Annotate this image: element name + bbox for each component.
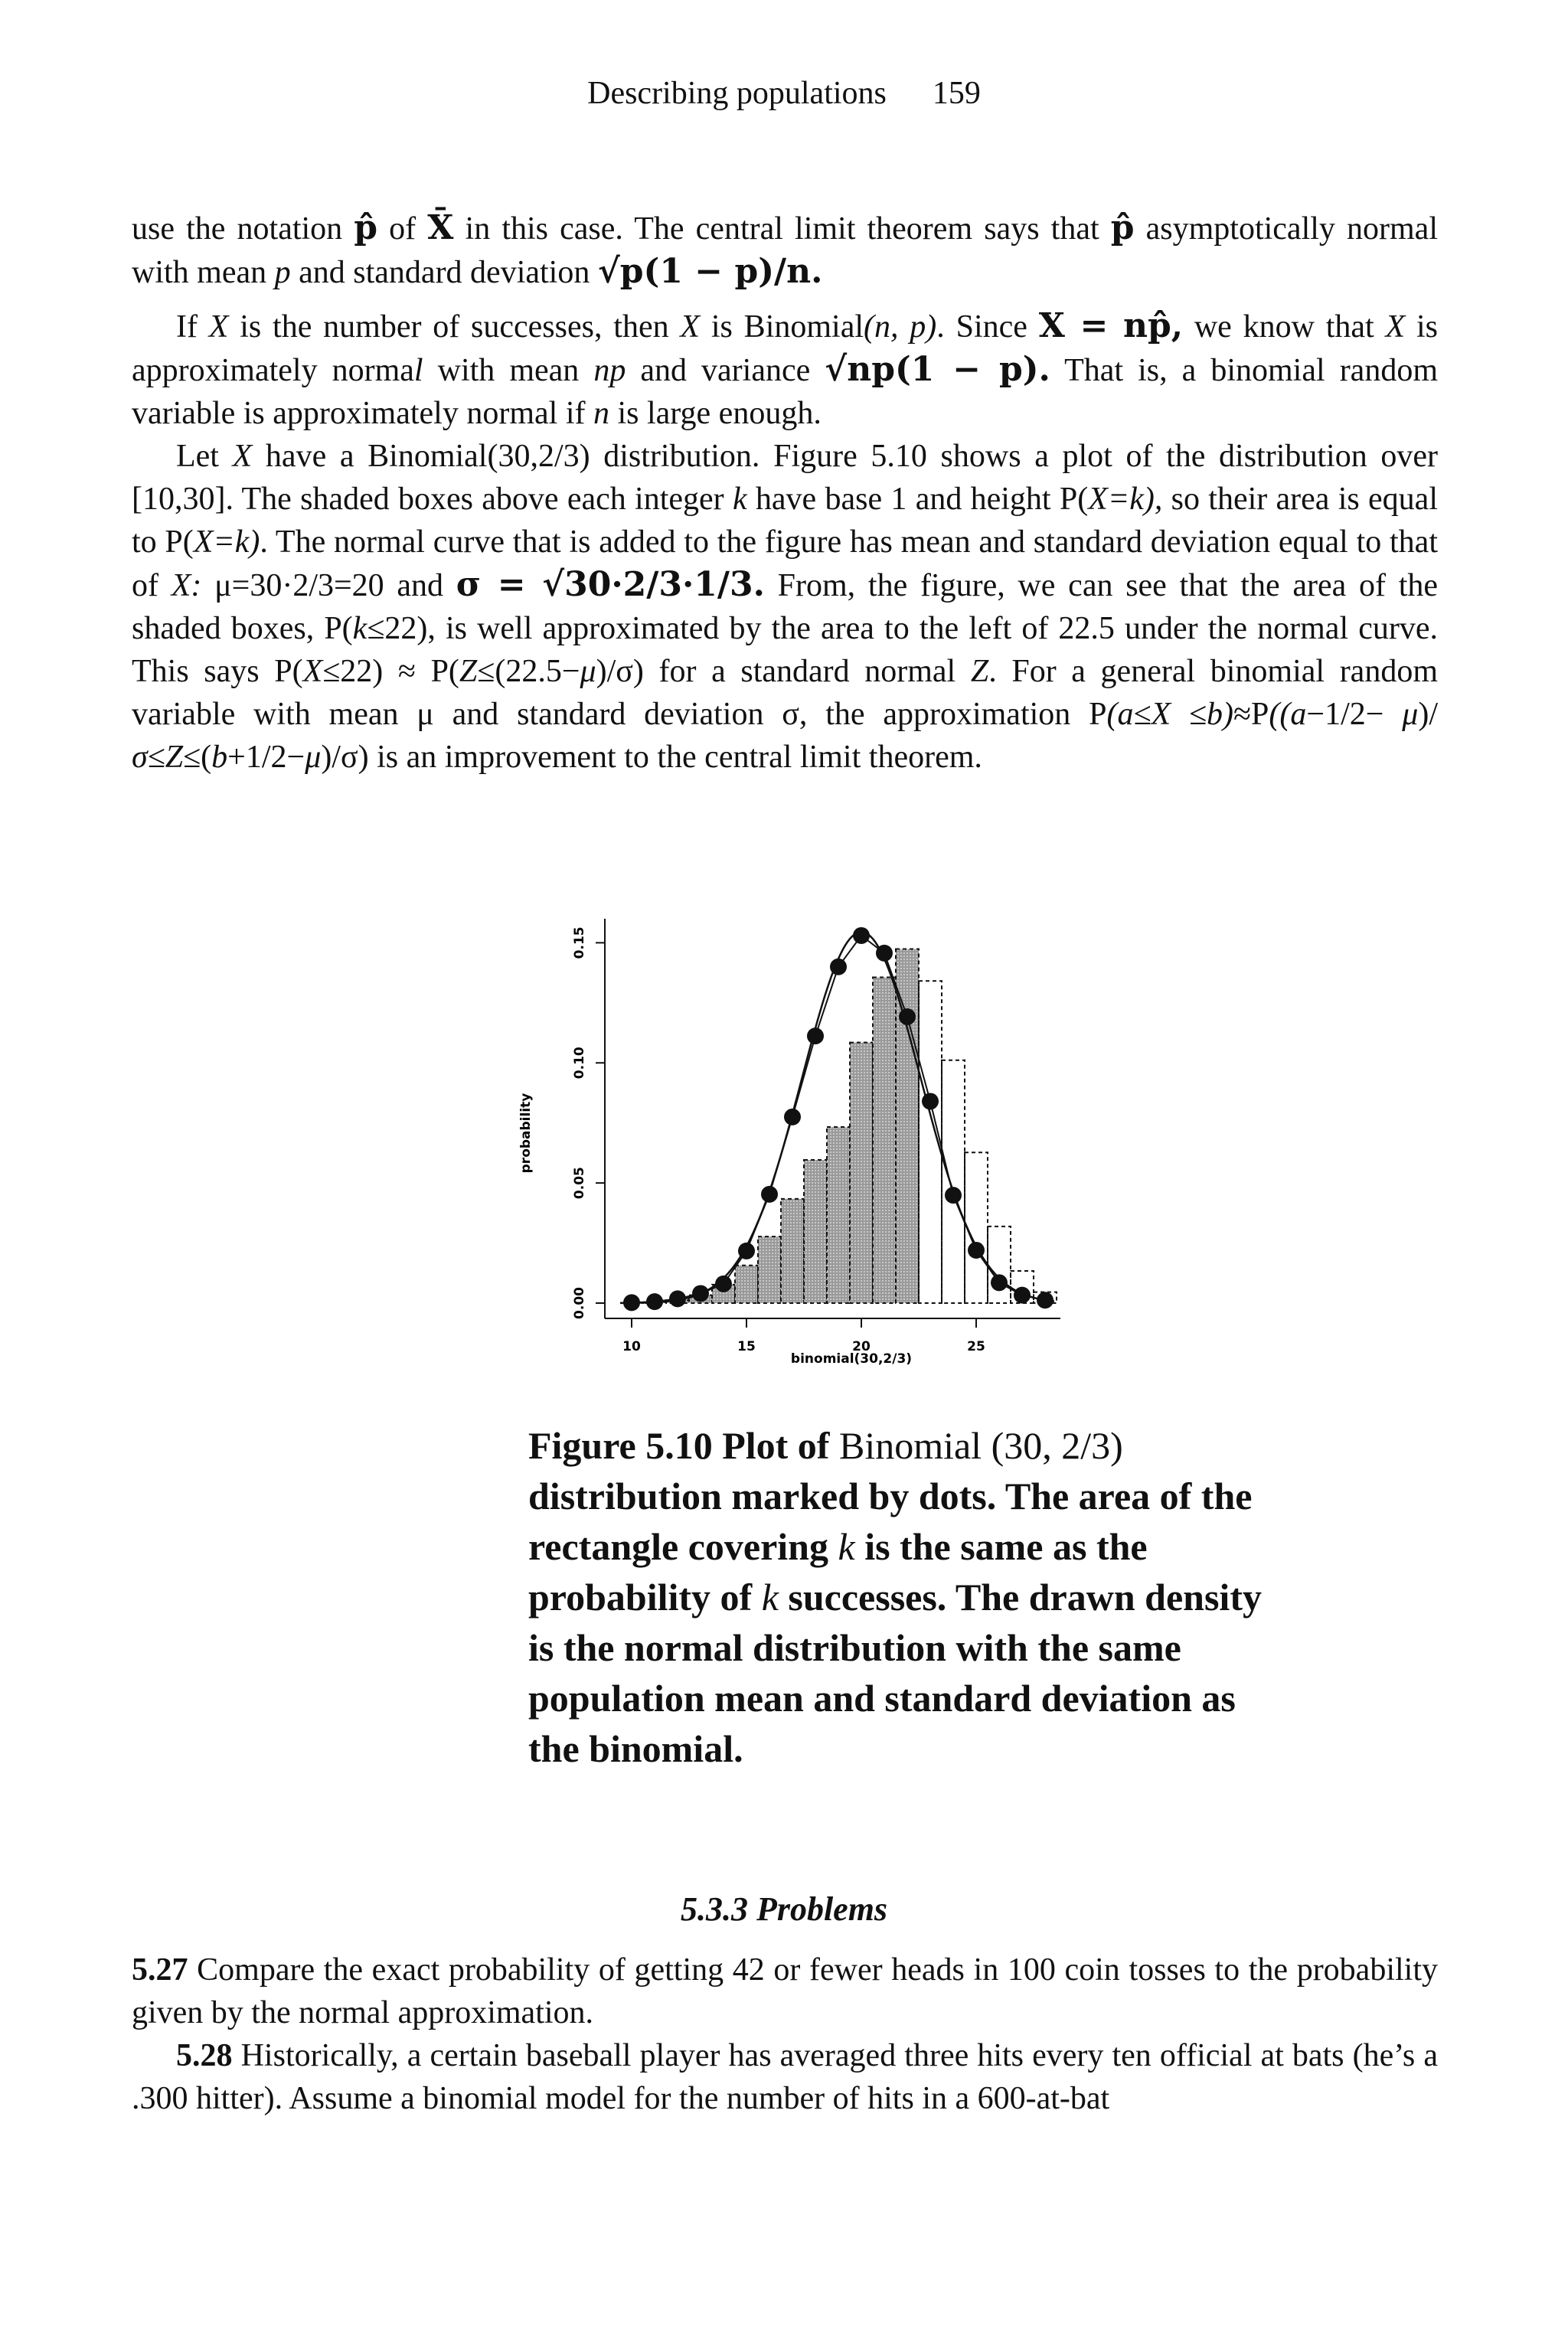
text: is Binomial bbox=[700, 309, 864, 345]
problem-text: Historically, a certain baseball player has averaged three hits every ten official at bats (he’s a .300 hitter). Assume a binomial model for the number of hits in a 600-at-bat bbox=[132, 2038, 1438, 2116]
math-var: np bbox=[593, 353, 626, 388]
text: . The normal curve that is added to the figure has mean and standard deviation equal to that of bbox=[132, 524, 1438, 603]
text: of bbox=[377, 211, 428, 247]
dot-k-27 bbox=[1014, 1287, 1031, 1304]
math-var: X bbox=[1385, 309, 1406, 345]
dot-k-28 bbox=[1037, 1292, 1054, 1308]
text: is approximately norma bbox=[132, 309, 1439, 388]
math-var: (n, p) bbox=[864, 309, 937, 345]
text: ≤( bbox=[183, 740, 212, 775]
body-text bbox=[132, 207, 1438, 779]
dot-k-11 bbox=[646, 1293, 663, 1310]
math-var: X: bbox=[171, 568, 202, 603]
text: so their area is equal to P( bbox=[132, 482, 1438, 560]
dot-k-26 bbox=[991, 1274, 1008, 1291]
sigma-formula: σ = √30·2/3·1/3. bbox=[456, 565, 765, 604]
text: is the number of successes, then bbox=[228, 309, 681, 345]
bar-k-15 bbox=[735, 1266, 758, 1303]
caption-part: Binomial (30, 2/3) bbox=[829, 1424, 1123, 1467]
math-var: k bbox=[732, 482, 747, 517]
bar-k-19 bbox=[827, 1127, 850, 1303]
text: . For a general binomial random variable with mean μ and standard deviation σ, the approximation P bbox=[132, 654, 1438, 732]
text: asymptotically normal with mean bbox=[132, 211, 1438, 290]
y-axis-label: probability bbox=[518, 1093, 534, 1174]
math-var: X=k), bbox=[1088, 482, 1163, 517]
problems-list bbox=[132, 1949, 1438, 2120]
dot-k-15 bbox=[738, 1243, 755, 1259]
text: with mean bbox=[423, 353, 594, 388]
text: is large enough. bbox=[609, 396, 822, 431]
text: use the notation bbox=[132, 211, 354, 247]
sd-formula: √p(1 − p)/n. bbox=[597, 252, 823, 291]
figure-5-10 bbox=[490, 888, 1072, 1390]
math-expr: ((a bbox=[1269, 697, 1307, 732]
variance-formula: √np(1 − p). bbox=[825, 350, 1050, 389]
text: μ=30·2/3=20 and bbox=[201, 568, 456, 603]
paragraph-2 bbox=[132, 305, 1438, 435]
math-expr: σ≤ bbox=[132, 740, 165, 775]
problem-item bbox=[132, 2034, 1438, 2120]
dot-k-10 bbox=[623, 1294, 640, 1311]
text: . Since bbox=[936, 309, 1039, 345]
text: and variance bbox=[626, 353, 825, 388]
text: −1/2− bbox=[1306, 697, 1403, 732]
problem-number: 5.27 bbox=[132, 1952, 188, 1988]
x-axis-label: binomial(30,2/3) bbox=[790, 1351, 913, 1367]
text: ≈P bbox=[1233, 697, 1269, 732]
math-var: X bbox=[208, 309, 229, 345]
text: have base 1 and height P( bbox=[746, 482, 1089, 517]
text: and standard deviation bbox=[290, 255, 598, 290]
chart-bars bbox=[620, 949, 1057, 1303]
paragraph-3 bbox=[132, 435, 1438, 779]
math-expr: (a≤X ≤b) bbox=[1106, 697, 1233, 732]
caption-part: successes. The drawn density is the normal distribution with the same population mean and standard deviation as the binomial. bbox=[528, 1576, 1262, 1770]
text: If bbox=[176, 309, 209, 345]
math-var: μ bbox=[1402, 697, 1419, 732]
caption-var: k bbox=[838, 1525, 855, 1568]
y-tick-label: 0.10 bbox=[572, 1047, 587, 1080]
dot-k-23 bbox=[922, 1093, 939, 1109]
text: ≤22), is well approximated by the area to the left of 22.5 under the normal curve. This says P( bbox=[132, 611, 1438, 689]
bar-k-26 bbox=[988, 1227, 1011, 1303]
text: we know that bbox=[1183, 309, 1386, 345]
math-var: X=k) bbox=[193, 524, 260, 560]
p-hat-symbol: p̂ bbox=[1110, 208, 1135, 247]
text: +1/2− bbox=[227, 740, 305, 775]
math-var: n bbox=[593, 396, 609, 431]
x-tick-label: 10 bbox=[622, 1339, 641, 1354]
caption-part: distribution marked by dots. The area of the rectangle covering bbox=[528, 1475, 1253, 1568]
text: )/ bbox=[1418, 697, 1439, 732]
dot-k-21 bbox=[876, 945, 893, 962]
math-var: Z bbox=[459, 654, 478, 689]
dot-k-20 bbox=[853, 927, 870, 944]
paragraph-1 bbox=[132, 207, 1438, 294]
y-tick-label: 0.00 bbox=[572, 1287, 587, 1319]
dot-k-14 bbox=[715, 1276, 732, 1292]
y-tick-label: 0.05 bbox=[572, 1167, 587, 1200]
subsection-heading: 5.3.3 Problems bbox=[680, 1890, 888, 1928]
text: )/σ) is an improvement to the central limit theorem. bbox=[321, 740, 982, 775]
math-var: X bbox=[680, 309, 701, 345]
dot-k-12 bbox=[669, 1290, 686, 1307]
math-var: b bbox=[211, 740, 228, 775]
dot-k-13 bbox=[692, 1285, 709, 1302]
text: That is, a binomial random variable is approximately normal if bbox=[132, 353, 1438, 431]
caption-part: is the same as the probability of bbox=[528, 1525, 1148, 1619]
math-var: μ bbox=[580, 654, 596, 689]
x-equals-np-formula: X = np̂, bbox=[1038, 306, 1184, 345]
x-bar-symbol: X̄ bbox=[427, 208, 454, 247]
text: )/σ) for a standard normal bbox=[596, 654, 971, 689]
math-var: X bbox=[232, 439, 253, 474]
text: ≤22) ≈ P( bbox=[322, 654, 459, 689]
math-var: Z bbox=[165, 740, 184, 775]
caption-part: Figure 5.10 Plot of bbox=[528, 1424, 830, 1467]
dot-k-18 bbox=[807, 1027, 824, 1044]
text: ≤(22.5− bbox=[477, 654, 580, 689]
x-tick-label: 20 bbox=[852, 1339, 871, 1354]
x-tick-label: 25 bbox=[967, 1339, 985, 1354]
running-header bbox=[0, 75, 1568, 112]
math-var: X bbox=[302, 654, 323, 689]
text: in this case. The central limit theorem says that bbox=[453, 211, 1111, 247]
problem-text: Compare the exact probability of getting 42 or fewer heads in 100 coin tosses to the probability given by the normal approximation. bbox=[132, 1952, 1438, 2030]
y-tick-label: 0.15 bbox=[572, 926, 587, 959]
bar-k-17 bbox=[781, 1199, 804, 1303]
text: Let bbox=[176, 439, 233, 474]
problem-number: 5.28 bbox=[176, 2038, 233, 2073]
p-hat-symbol: p̂ bbox=[354, 208, 378, 247]
dot-k-17 bbox=[784, 1109, 801, 1125]
problem-item bbox=[132, 1949, 1438, 2034]
header-title: Describing populations bbox=[587, 76, 887, 111]
bar-k-16 bbox=[758, 1236, 781, 1303]
dot-k-22 bbox=[899, 1008, 916, 1025]
dot-k-19 bbox=[830, 959, 847, 975]
bar-k-24 bbox=[942, 1060, 965, 1303]
page-number: 159 bbox=[932, 76, 981, 111]
math-var: k bbox=[352, 611, 368, 646]
text: have a Binomial(30,2/3) distribution. Figure 5.10 shows a plot of the distribution over [10,30]. The shaded boxes above each integer bbox=[132, 439, 1438, 517]
caption-var: k bbox=[761, 1576, 779, 1619]
bar-k-20 bbox=[850, 1043, 873, 1303]
figure-caption bbox=[528, 1420, 1263, 1774]
dot-k-25 bbox=[968, 1242, 985, 1259]
dot-k-16 bbox=[761, 1186, 778, 1203]
x-tick-label: 15 bbox=[737, 1339, 756, 1354]
text: From, the figure, we can see that the area of the shaded boxes, P( bbox=[132, 568, 1438, 646]
math-var: μ bbox=[305, 740, 322, 775]
bar-k-18 bbox=[804, 1160, 827, 1303]
binomial-chart bbox=[490, 888, 1072, 1386]
math-var: p bbox=[274, 255, 291, 290]
math-var: Z bbox=[970, 654, 989, 689]
bar-k-21 bbox=[873, 978, 896, 1303]
text: l bbox=[413, 353, 423, 388]
dot-k-24 bbox=[945, 1187, 962, 1204]
